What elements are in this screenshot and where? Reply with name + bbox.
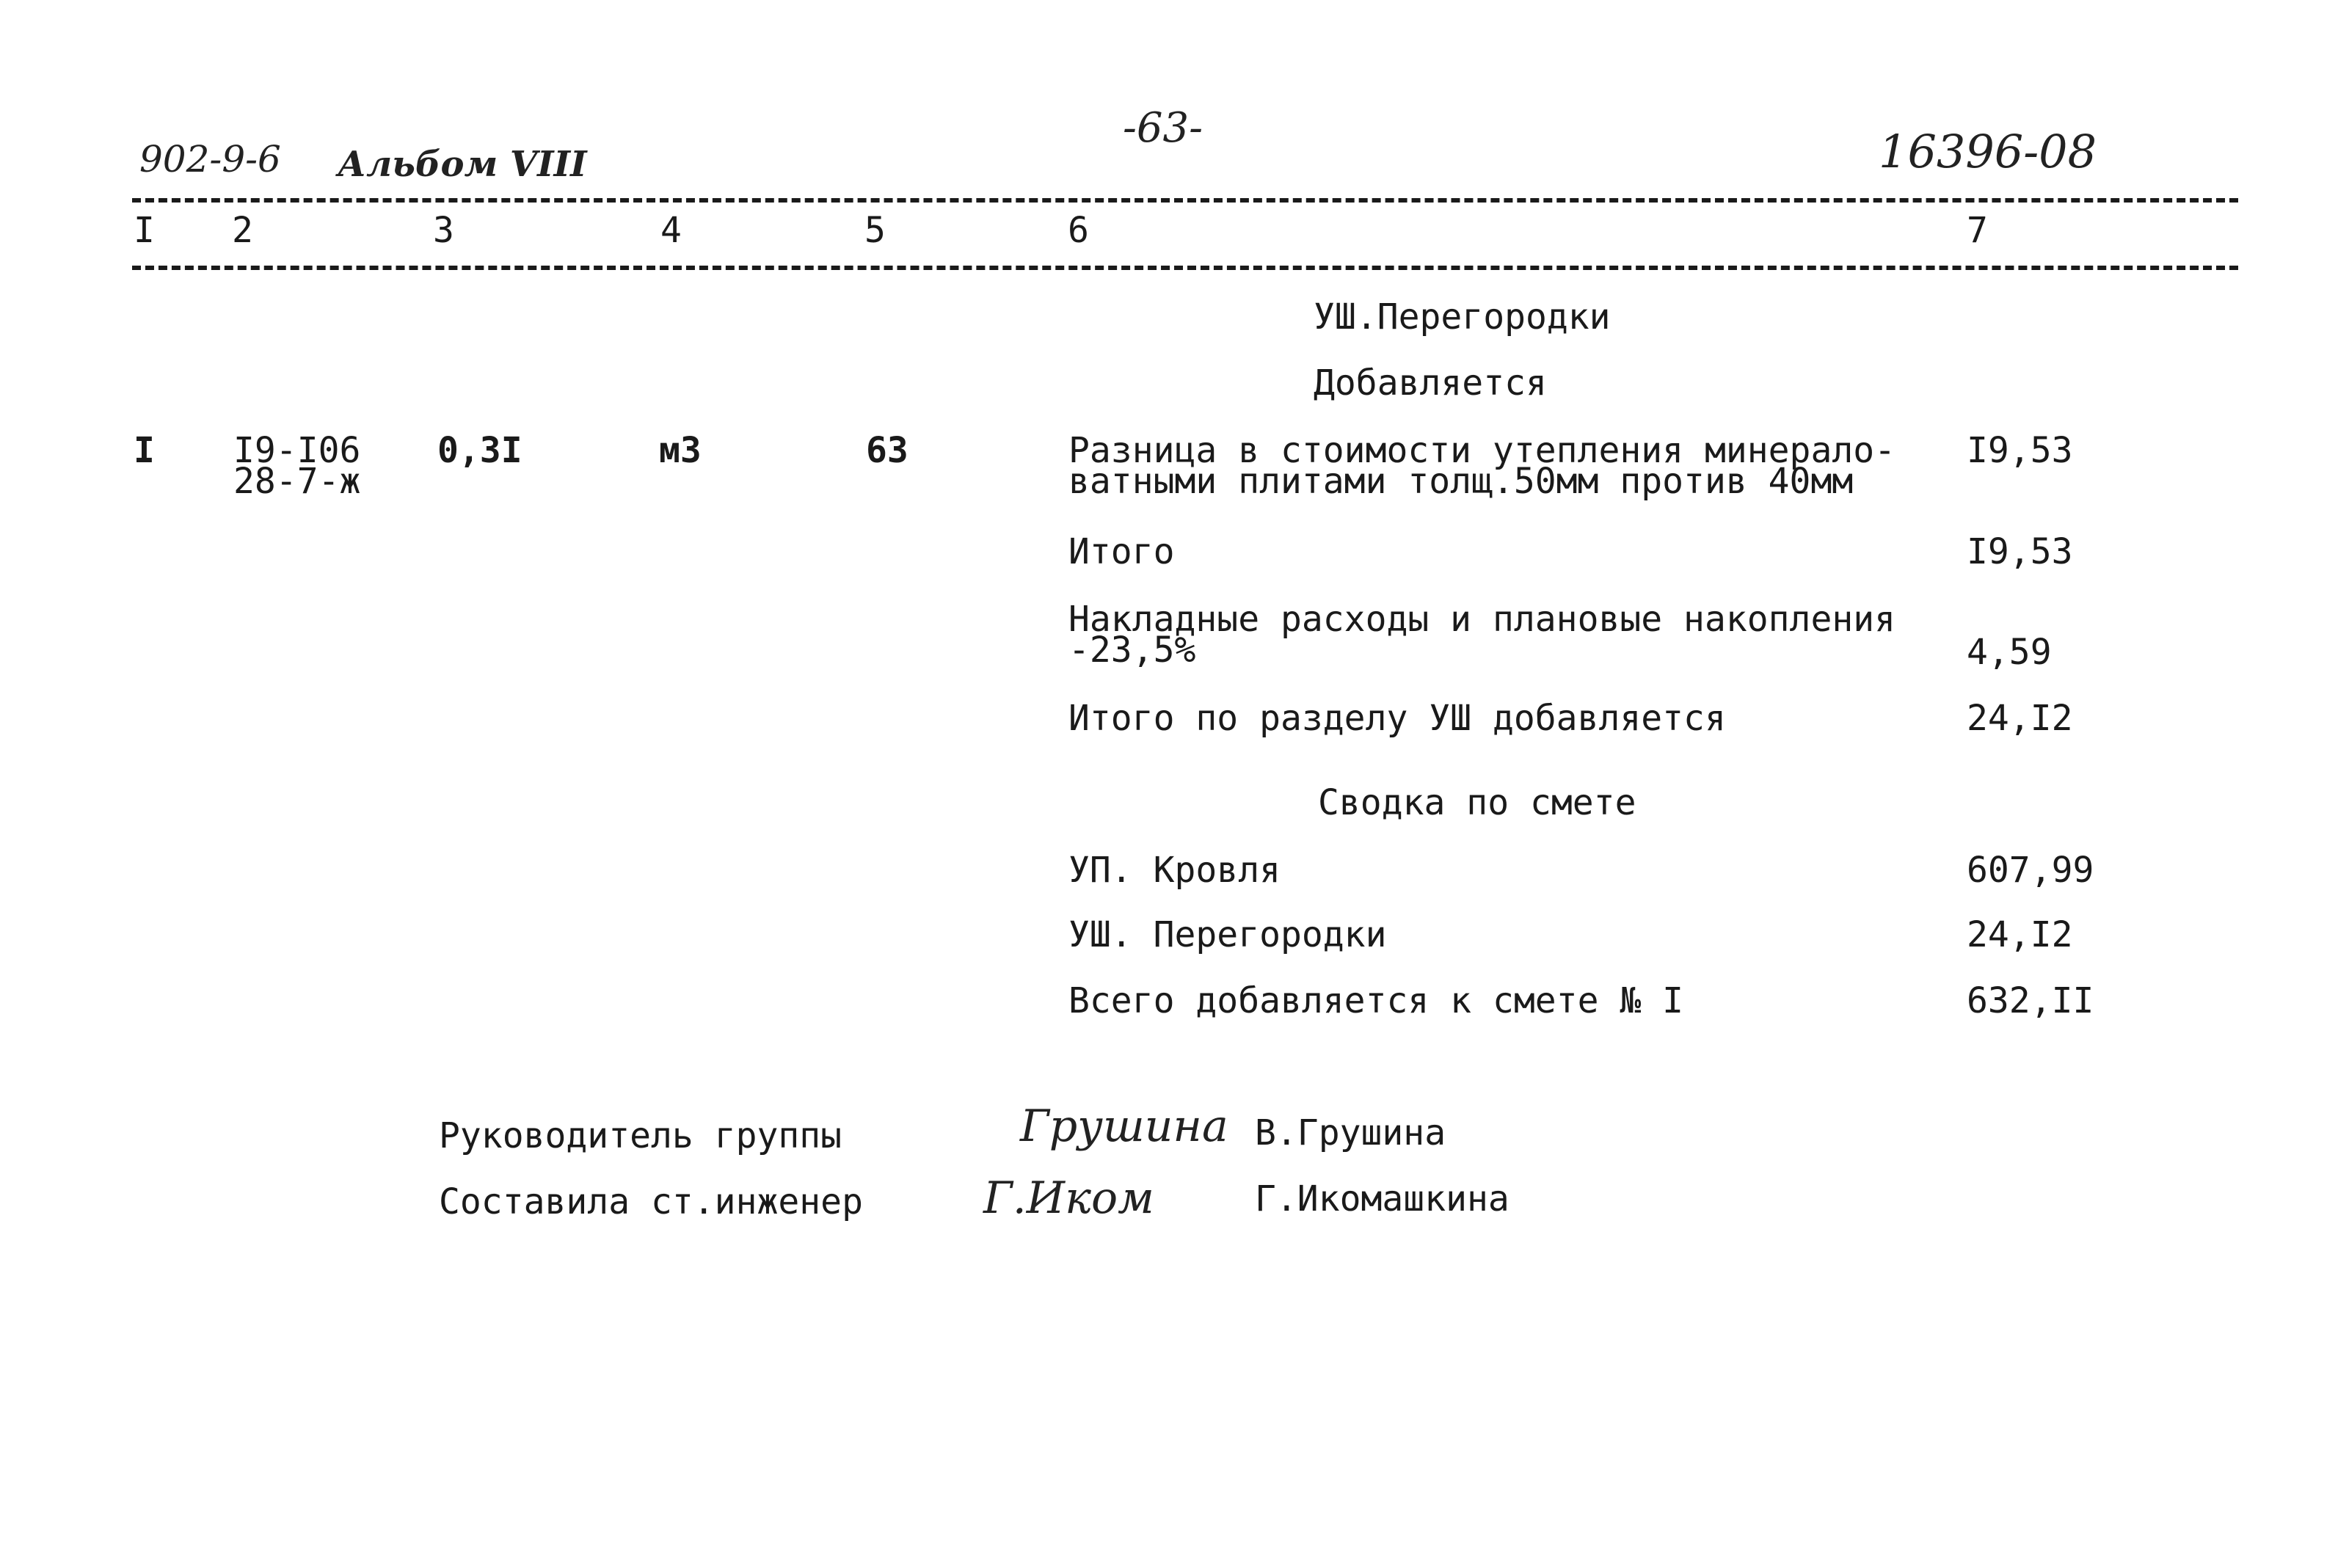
section-subtitle: Добавляется xyxy=(1314,362,1547,404)
summary-row-roof-label: УП. Кровля xyxy=(1068,850,1281,891)
item-quantity: 0,3I xyxy=(437,430,522,471)
overhead-value: 4,59 xyxy=(1967,632,2052,673)
summary-row-partitions-value: 24,I2 xyxy=(1967,914,2073,955)
header-bottom-rule xyxy=(132,266,2238,270)
signature-2: Г.Иком xyxy=(983,1173,1154,1224)
item-description xyxy=(1068,430,1896,502)
column-header-3: 3 xyxy=(433,210,454,251)
album-label: Альбом VIII xyxy=(338,144,587,185)
item-description-line2: ватными плитами толщ.50мм против 40мм xyxy=(1068,461,1854,502)
subtotal-label: Итого xyxy=(1068,531,1175,572)
column-header-6: 6 xyxy=(1068,210,1089,251)
overhead-label-line2: -23,5% xyxy=(1068,630,1196,671)
summary-row-total-value: 632,II xyxy=(1967,980,2094,1021)
item-code xyxy=(233,430,361,502)
signatory-role-1: Руководитель группы xyxy=(439,1115,842,1156)
document-number: 16396-08 xyxy=(1879,125,2097,178)
summary-row-partitions-label: УШ. Перегородки xyxy=(1068,914,1387,955)
signature-1: Грушина xyxy=(1020,1101,1228,1152)
subtotal-value: I9,53 xyxy=(1967,531,2073,572)
column-header-1: I xyxy=(134,210,155,251)
header-top-rule xyxy=(132,198,2238,203)
signatory-name-1: В.Грушина xyxy=(1255,1112,1446,1153)
column-header-2: 2 xyxy=(232,210,253,251)
summary-title: Сводка по смете xyxy=(1318,782,1636,823)
item-code-line1: I9-I06 xyxy=(233,430,361,471)
column-header-5: 5 xyxy=(864,210,886,251)
item-number: I xyxy=(134,430,155,471)
page-number: -63- xyxy=(1123,104,1203,152)
summary-row-total-label: Всего добавляется к смете № I xyxy=(1068,980,1684,1021)
section-title: УШ.Перегородки xyxy=(1314,296,1611,338)
overhead-label-line1: Накладные расходы и плановые накопления xyxy=(1068,599,1896,640)
section-total-label: Итого по разделу УШ добавляется xyxy=(1068,698,1726,739)
column-header-4: 4 xyxy=(660,210,682,251)
summary-row-roof-value: 607,99 xyxy=(1967,850,2094,891)
item-price: 63 xyxy=(866,430,908,471)
column-header-7: 7 xyxy=(1967,210,1988,251)
left-code: 902-9-6 xyxy=(139,138,281,180)
signatory-name-2: Г.Икомашкина xyxy=(1255,1178,1509,1219)
item-unit: м3 xyxy=(659,430,702,471)
overhead-label xyxy=(1068,599,1896,671)
item-total: I9,53 xyxy=(1967,430,2073,471)
section-total-value: 24,I2 xyxy=(1967,698,2073,739)
item-code-line2: 28-7-ж xyxy=(233,461,361,502)
signatory-role-2: Составила ст.инженер xyxy=(439,1181,863,1222)
item-description-line1: Разница в стоимости утепления минерало- xyxy=(1068,430,1896,471)
